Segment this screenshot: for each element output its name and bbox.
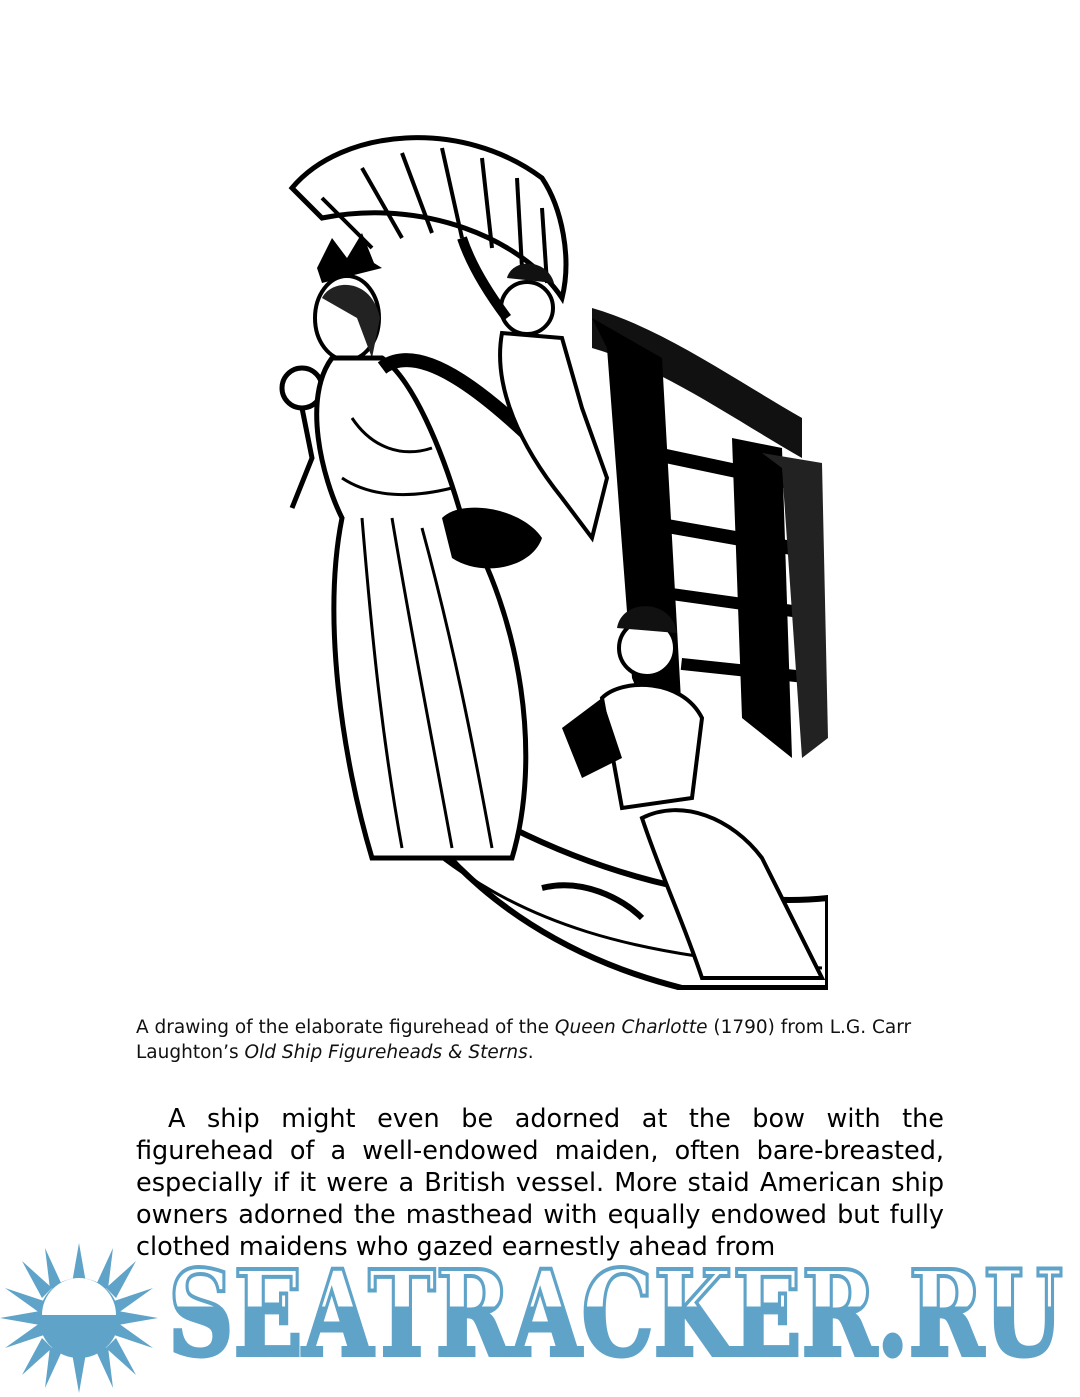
watermark-text [168, 1255, 1068, 1365]
figurehead-illustration [262, 118, 828, 990]
sun-logo-icon [0, 1243, 158, 1393]
body-paragraph: A ship might even be adorned at the bow with the figurehead of a well-endowed maiden, often bare-breasted, especially if it were a British vessel. More staid American ship owners adorned the masthead with equally endowed but fully clothed maidens who gazed earnestly ahead from [136, 1104, 944, 1262]
caption-prefix: A drawing of the elaborate figurehead of the [136, 1017, 555, 1038]
figurehead-drawing [262, 118, 828, 990]
watermark-label: SEATRACKER.RU [168, 1255, 1063, 1365]
caption-ship-name: Queen Charlotte [554, 1017, 708, 1038]
caption-middle: (1790) from L.G. Carr Laughton’s [136, 1017, 912, 1063]
watermark [0, 1235, 1080, 1397]
figure-caption [136, 1015, 936, 1065]
caption-book-title: Old Ship Figureheads & Sterns [244, 1042, 528, 1063]
caption-suffix: . [527, 1042, 534, 1063]
